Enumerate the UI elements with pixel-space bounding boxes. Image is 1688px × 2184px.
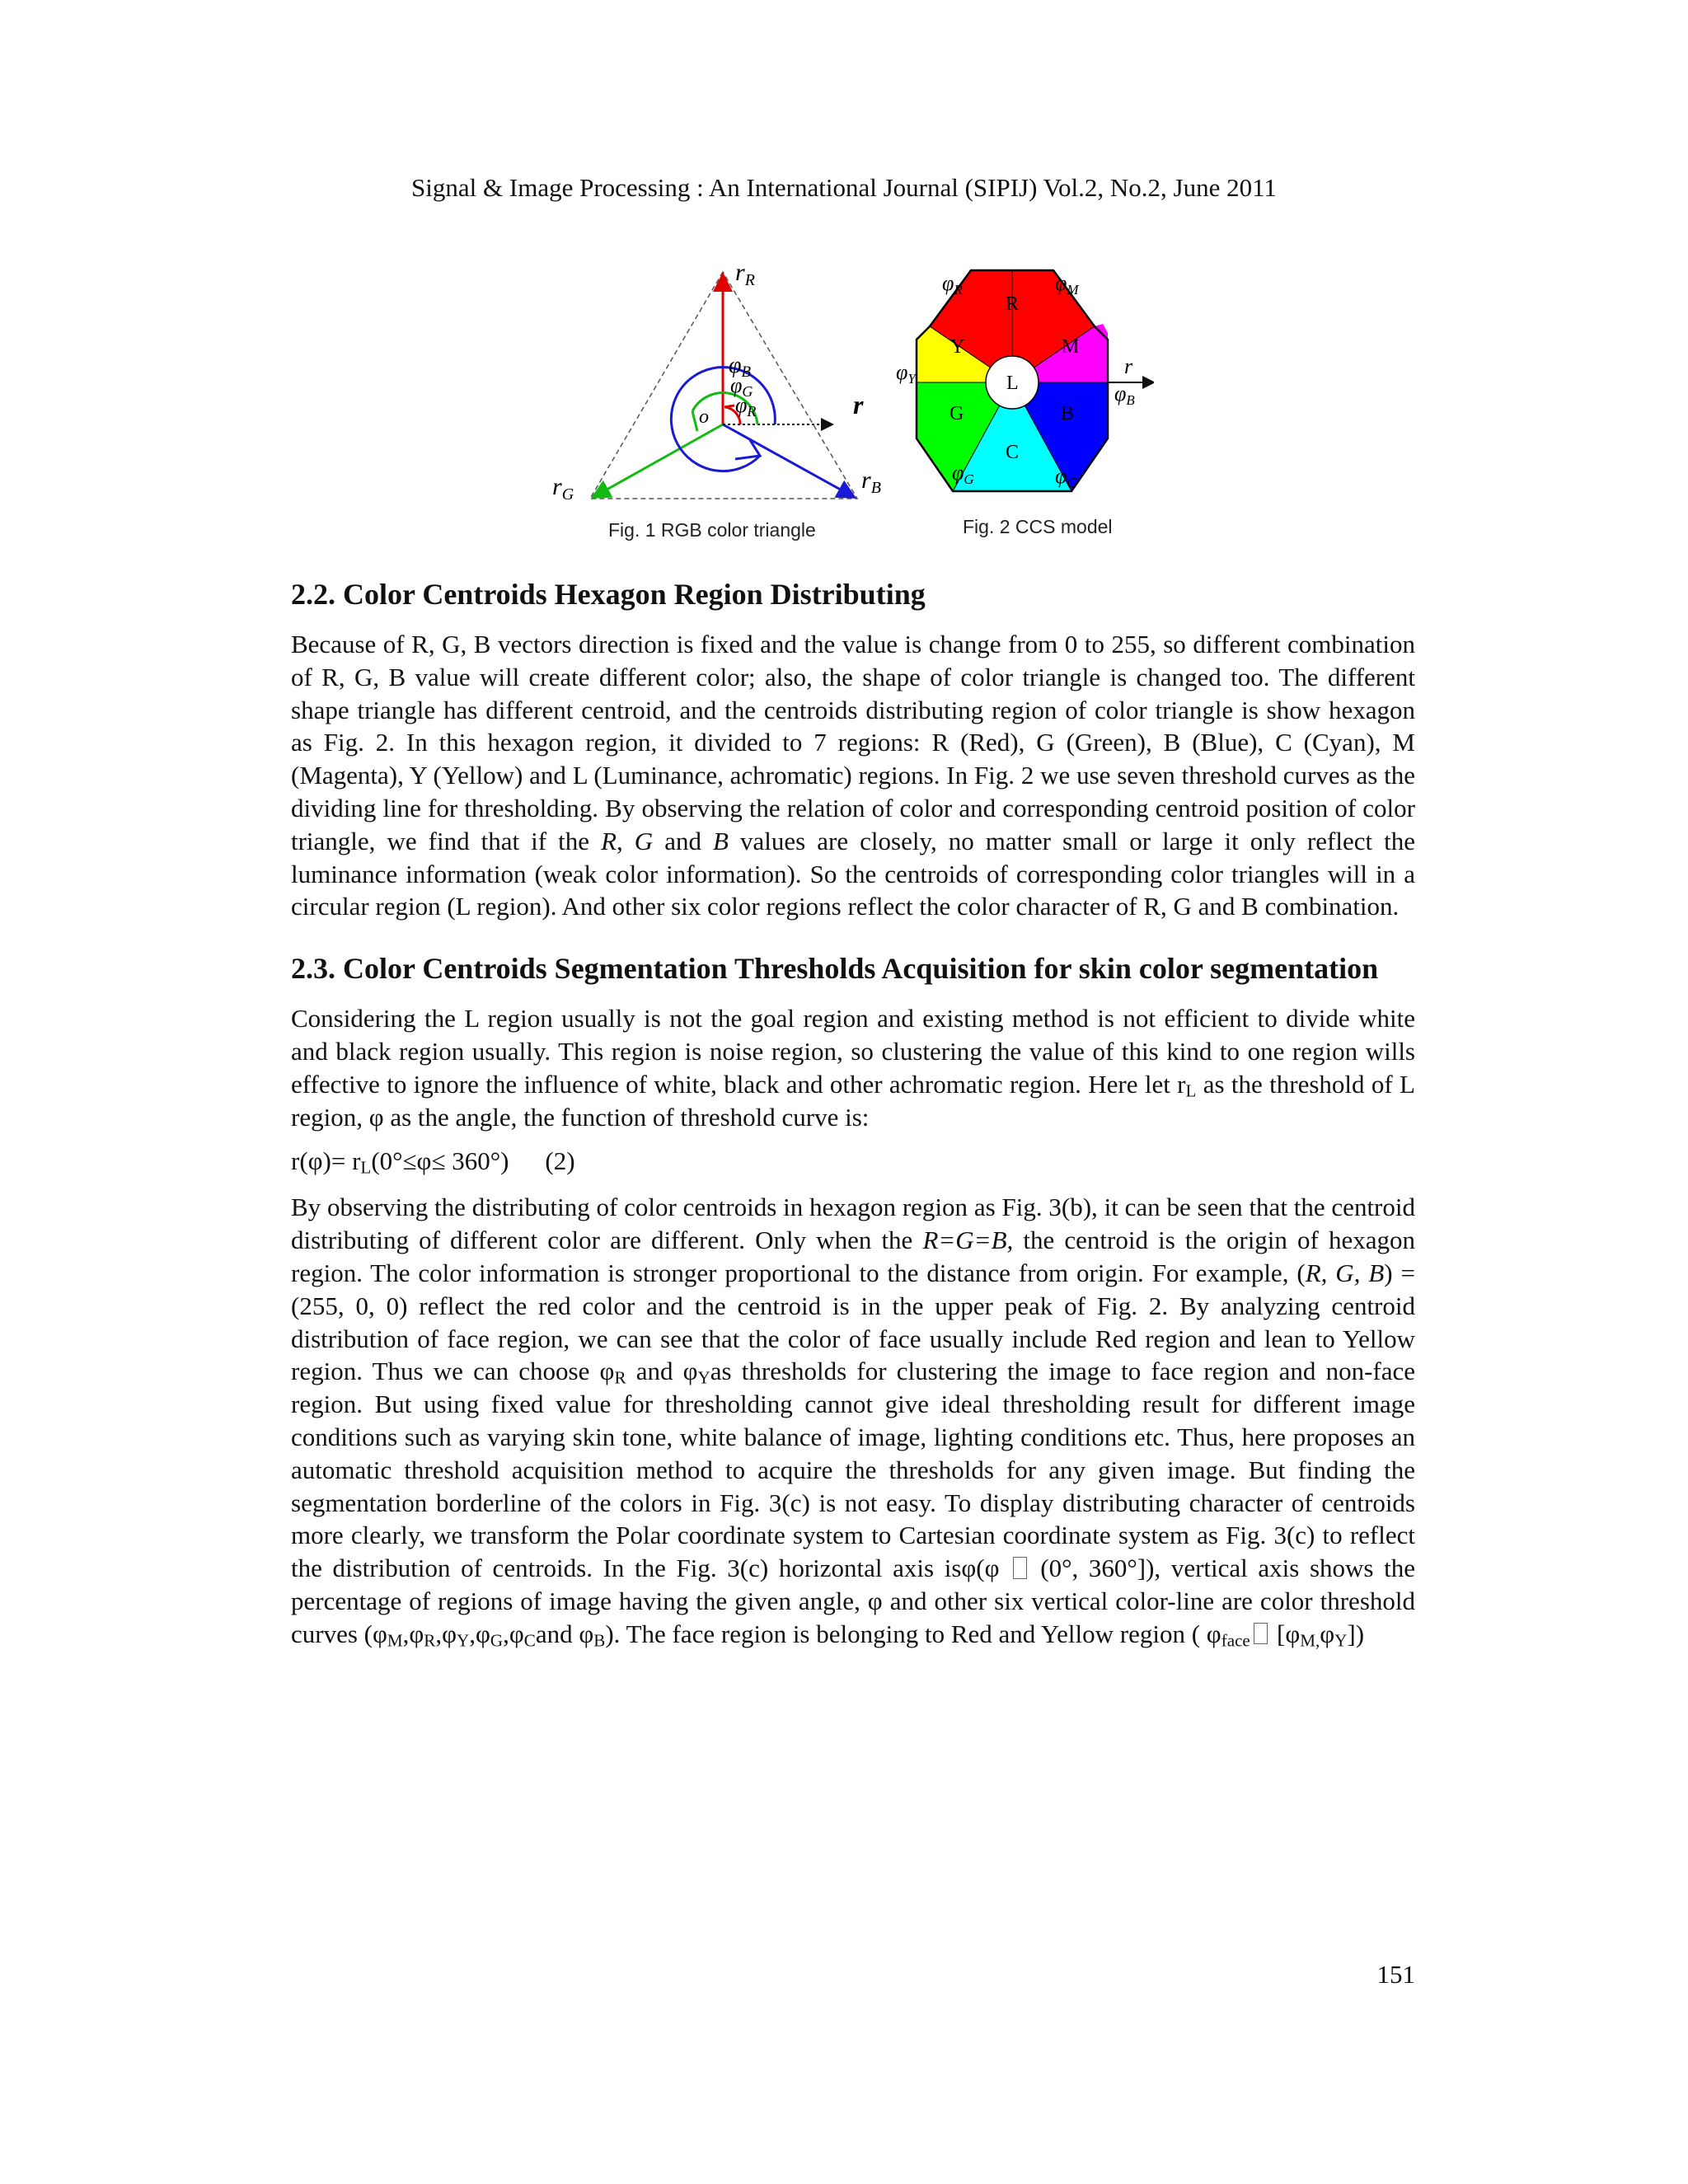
equation-number: (2) <box>545 1146 575 1176</box>
region-label-m: M <box>1062 336 1080 358</box>
label-phi-g-hex: φG <box>952 461 974 487</box>
section-2-3-paragraph-2: By observing the distributing of color centroids in hexagon region as Fig. 3(b), it can be seen that the centroid distributing of different color are different. Only when the R=G=B, the centroid is the origin of hexagon region. The color information is stronger proportional to the distance from origin. For example, (R, G, B) = (255, 0, 0) reflect the red color and the centroid is in the upper peak of Fig. 2. By analyzing centroid distribution of face region, we can see that the color of face usually include Red region and lean to Yellow region. Thus we can choose $\varphi_R$ and $\varphi_Yas$ thresholds for clustering the image to face region and non-face region. But using fixed value for thresholding cannot give ideal thresholding result for different image conditions such as varying skin tone, white balance of image, lighting conditions etc. Thus, here proposes an automatic threshold acquisition method to acquire the thresholds for any given image. But finding the segmentation borderline of the colors in Fig. 3(c) is not easy. To display distributing character of centroids more clearly, we transform the Polar coordinate system to Cartesian coordinate system as Fig. 3(c) to reflect the distribution of centroids. In the Fig. 3(c) horizontal axis isφ(φ (0°, 360°]), vertical axis shows the percentage of regions of image having the given angle, φ and other six vertical color-line are color threshold curves ($\varphi_M,\varphi_R,\varphi_Y,\varphi_G,\varphi_Cand$ $\varphi_B$). The face region is belonging to Red and Yellow region ( $\varphi_{face}$ $[\varphi_{M,}\varphi_Y]$) <box>291 1193 1416 1651</box>
ccs-hexagon-figure <box>896 270 1152 491</box>
r-vector-blue <box>723 424 852 496</box>
region-label-r: R <box>1006 293 1020 315</box>
figure-panel <box>528 247 1154 552</box>
label-phi-y-hex: φY <box>896 360 916 387</box>
label-phi-b: φB <box>729 353 752 381</box>
region-label-b: B <box>1061 403 1075 424</box>
label-r-g: $r_G$ <box>552 473 574 504</box>
region-label-c: C <box>1006 442 1020 463</box>
region-label-l: L <box>1006 373 1019 394</box>
label-phi-c-hex: φC <box>1055 464 1076 490</box>
label-r-axis: r <box>853 390 864 419</box>
figures-svg <box>528 247 1154 552</box>
figure2-caption: Fig. 2 CCS model <box>963 516 1113 537</box>
section-2-2-heading: 2.2. Color Centroids Hexagon Region Distributing <box>291 578 926 611</box>
page-number: 151 <box>1376 1960 1415 1989</box>
region-label-g: G <box>950 403 964 424</box>
section-2-3-heading: 2.3. Color Centroids Segmentation Thresholds Acquisition for skin color segmentation <box>291 952 1379 986</box>
section-2-3-paragraph-1: Considering the L region usually is not the goal region and existing method is not efficient to divide white and black region usually. This region is noise region, so clustering the value of this kind to one region wills effective to ignore the influence of white, black and other achromatic region. Here let $r_L$ as the threshold of L region, φ as the angle, the function of threshold curve is: <box>291 1004 1415 1132</box>
section-2-2-paragraph: Because of R, G, B vectors direction is fixed and the value is change from 0 to 255, so different combination of R, G, B value will create different color; also, the shape of color triangle is changed too. The different shape triangle has different centroid, and the centroids distributing region of color triangle is show hexagon as Fig. 2. In this hexagon region, it divided to 7 regions: R (Red), G (Green), B (Blue), C (Cyan), M (Magenta), Y (Yellow) and L (Luminance, achromatic) regions. In Fig. 2 we use seven threshold curves as the dividing line for thresholding. By observing the relation of color and corresponding centroid position of color triangle, we find that if the R, G and B values are closely, no matter small or large it only reflect the luminance information (weak color information). So the centroids of corresponding color triangles will in a circular region (L region). And other six color regions reflect the color character of R, G and B combination. <box>291 630 1415 921</box>
label-r-r: $r_R$ <box>735 259 755 289</box>
running-header: Signal & Image Processing : An International Journal (SIPIJ) Vol.2, No.2, June 2011 <box>411 173 1277 202</box>
article-body <box>291 577 1415 1651</box>
phi-g-arrowhead <box>692 411 697 431</box>
equation-2: $r(\varphi)= r_L(0^\circ\le\varphi\le 360^\circ)$ (2) <box>291 1146 575 1178</box>
missing-glyph <box>1254 1623 1268 1644</box>
missing-glyph <box>1013 1557 1027 1578</box>
label-r-hex: r <box>1124 354 1133 378</box>
label-r-b: $r_B$ <box>861 466 881 497</box>
label-phi-r-hex: φR <box>942 271 963 298</box>
label-phi-r: φR <box>735 393 757 419</box>
rgb-triangle-figure <box>552 259 881 504</box>
figure1-caption: Fig. 1 RGB color triangle <box>608 519 816 541</box>
label-phi-m-hex: φM <box>1055 271 1079 298</box>
label-phi-g: φG <box>730 373 753 400</box>
label-origin: o <box>699 406 709 428</box>
r-vector-green <box>595 424 723 496</box>
label-phi-b-hex: φB <box>1114 382 1135 408</box>
phi-r-arrowhead <box>724 405 734 407</box>
region-label-y: Y <box>950 336 965 358</box>
